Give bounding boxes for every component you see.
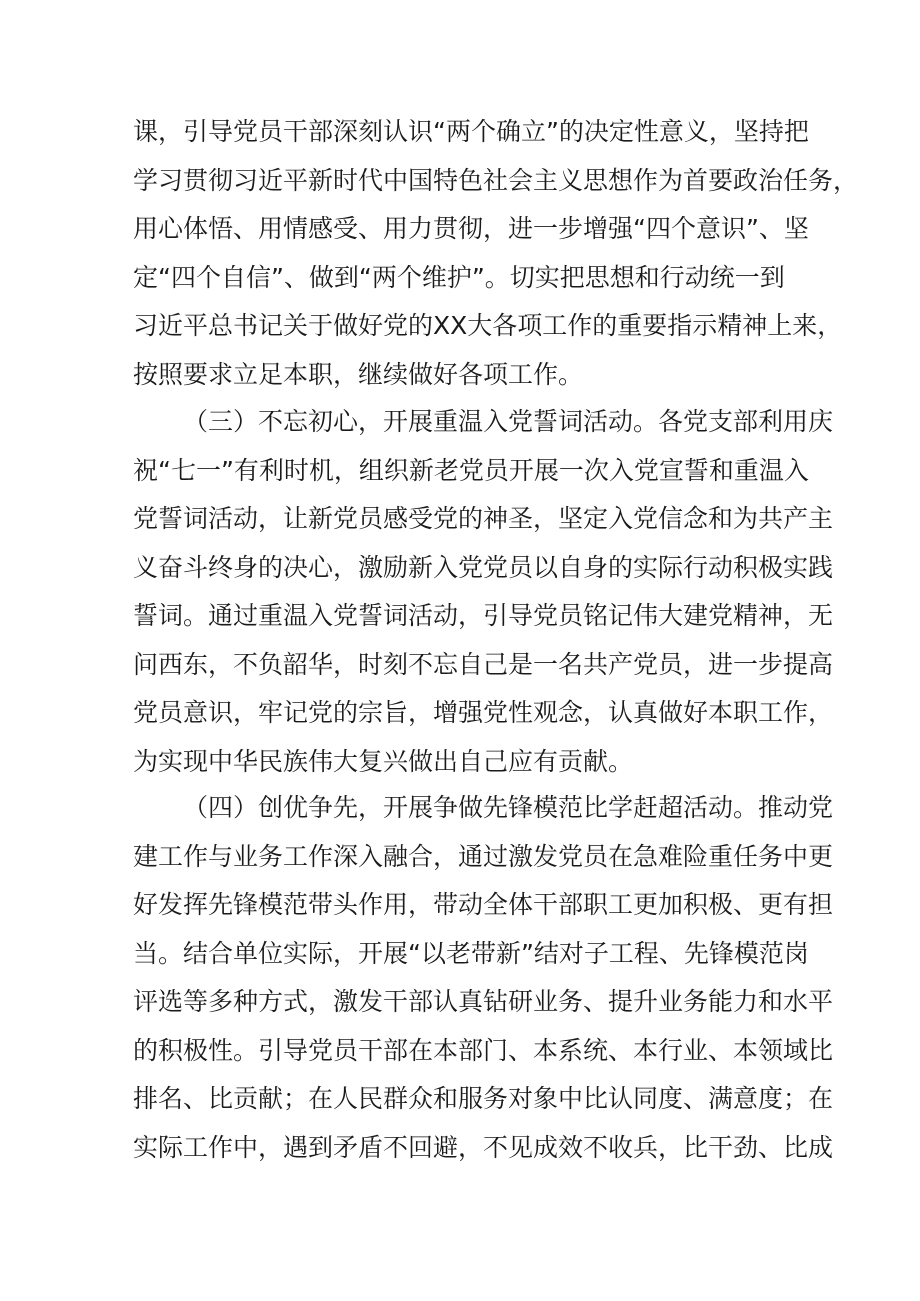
text-line-heading: （三）不忘初心，开展重温入党誓词活动。各党支部利用庆	[183, 407, 834, 436]
paragraph-continued	[133, 108, 859, 399]
text-line: 的积极性。引导党员干部在本部门、本系统、本行业、本领域比	[133, 1035, 834, 1065]
text-line: 党誓词活动，让新党员感受党的神圣，坚定入党信念和为共产主	[133, 504, 834, 533]
text-line: 按照要求立足本职，继续做好各项工作。	[133, 359, 584, 389]
text-line-heading: （四）创优争先，开展争做先锋模范比学赶超活动。推动党	[183, 793, 834, 822]
text-line: 排名、比贡献；在人民群众和服务对象中比认同度、满意度；在	[133, 1084, 834, 1113]
paragraph-section-three	[133, 398, 834, 786]
text-line: 评选等多种方式，激发干部认真钻研业务、提升业务能力和水平	[133, 987, 834, 1016]
text-line: 学习贯彻习近平新时代中国特色社会主义思想作为首要政治任务，	[133, 165, 859, 195]
text-line: 实际工作中，遇到矛盾不回避，不见成效不收兵，比干劲、比成	[133, 1132, 834, 1162]
text-line: 义奋斗终身的决心，激励新入党党员以自身的实际行动积极实践	[133, 552, 834, 582]
text-line: 好发挥先锋模范带头作用，带动全体干部职工更加积极、更有担	[133, 890, 834, 919]
text-line: 誓词。通过重温入党誓词活动，引导党员铭记伟大建党精神，无	[133, 601, 834, 630]
text-line: 用心体悟、用情感受、用力贯彻，进一步增强“四个意识”、坚	[133, 214, 809, 243]
paragraph-section-four	[133, 784, 834, 1172]
text-line: 习近平总书记关于做好党的XX大各项工作的重要指示精神上来，	[133, 311, 843, 340]
text-line: 建工作与业务工作深入融合，通过激发党员在急难险重任务中更	[133, 841, 834, 871]
text-line: 当。结合单位实际，开展“以老带新”结对子工程、先锋模范岗	[133, 938, 809, 968]
text-line: 课，引导党员干部深刻认识“两个确立”的决定性意义，坚持把	[133, 117, 809, 146]
text-line: 祝“七一”有利时机，组织新老党员开展一次入党宣誓和重温入	[133, 455, 809, 485]
text-line: 定“四个自信”、做到“两个维护”。切实把思想和行动统一到	[133, 262, 785, 292]
text-line: 党员意识，牢记党的宗旨，增强党性观念，认真做好本职工作，	[133, 698, 834, 727]
text-line: 问西东，不负韶华，时刻不忘自己是一名共产党员，进一步提高	[133, 649, 834, 679]
text-line: 为实现中华民族伟大复兴做出自己应有贡献。	[133, 746, 634, 776]
